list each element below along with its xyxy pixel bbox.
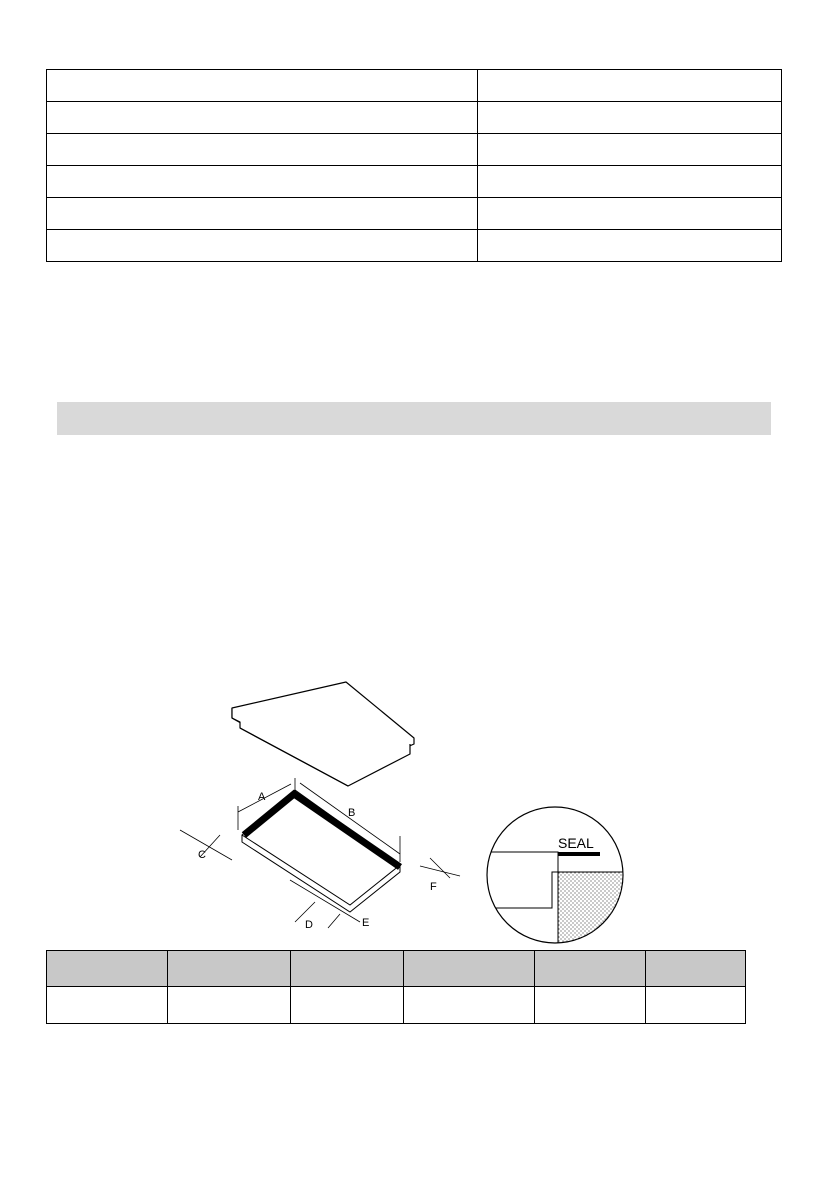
table-cell — [47, 987, 168, 1024]
table-cell — [47, 230, 478, 262]
table-cell — [168, 987, 291, 1024]
seal-label: SEAL — [558, 835, 594, 851]
table-cell — [47, 102, 478, 134]
table-cell — [47, 134, 478, 166]
dimension-label-d: D — [305, 919, 313, 931]
table-cell — [478, 102, 782, 134]
seal-detail — [480, 807, 638, 945]
dimension-lines — [180, 778, 460, 928]
table-cell — [478, 198, 782, 230]
table-row — [47, 198, 782, 230]
dimension-label-b: B — [348, 807, 356, 819]
hob-unit — [232, 682, 414, 786]
column-header — [168, 951, 291, 987]
table-row — [47, 987, 746, 1024]
table-cell — [646, 987, 746, 1024]
table-row — [47, 230, 782, 262]
seal-bar — [558, 852, 600, 856]
dimension-label-a: A — [258, 791, 266, 803]
table-header-row — [47, 951, 746, 987]
column-header — [47, 951, 168, 987]
section-heading-bar — [57, 402, 771, 435]
table-cell — [47, 198, 478, 230]
table-cell — [478, 166, 782, 198]
table-row — [47, 70, 782, 102]
column-header — [404, 951, 535, 987]
specification-table — [46, 69, 782, 262]
table-row — [47, 134, 782, 166]
table-cell — [291, 987, 404, 1024]
dimension-label-e: E — [362, 917, 370, 929]
seal-strip — [244, 794, 400, 867]
column-header — [646, 951, 746, 987]
table-cell — [404, 987, 535, 1024]
table-cell — [47, 70, 478, 102]
table-row — [47, 166, 782, 198]
column-header — [291, 951, 404, 987]
installation-diagram — [160, 670, 640, 945]
table-cell — [478, 134, 782, 166]
table-row — [47, 102, 782, 134]
table-cell — [478, 230, 782, 262]
table-cell — [478, 70, 782, 102]
table-cell — [47, 166, 478, 198]
dimension-table — [46, 950, 746, 1024]
dimension-label-c: C — [198, 849, 206, 861]
column-header — [535, 951, 646, 987]
table-cell — [535, 987, 646, 1024]
dimension-label-f: F — [430, 881, 437, 893]
